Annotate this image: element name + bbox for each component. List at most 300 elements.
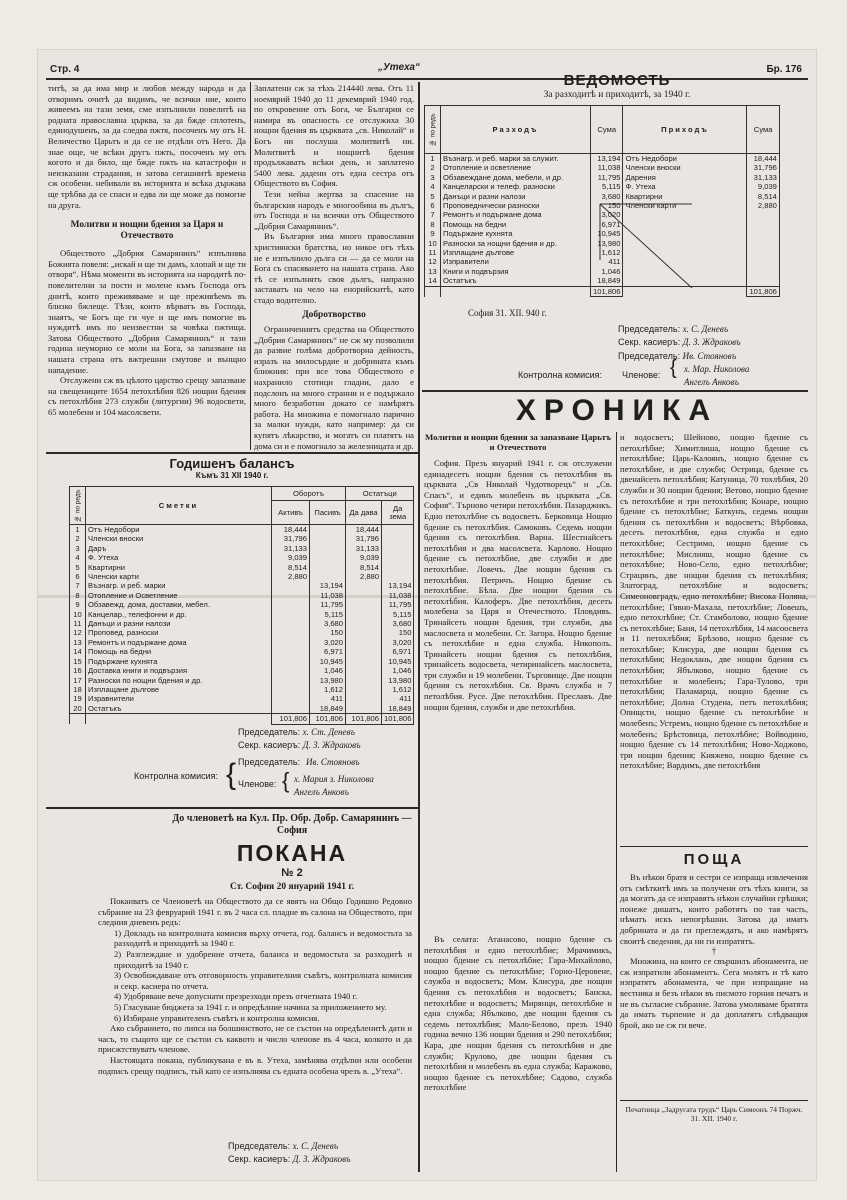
vedomost-signatures xyxy=(618,323,741,349)
invite-intro: Поканватъ се Членоветѣ на Обществото да се явятъ на Общо Годишно Редовно събрание на 23 февруарий 1941 г. въ 2 часа сл. пладне въ салона на Обществото, при следния дневенъ редъ: xyxy=(98,896,412,928)
sig-name: х. С. Деневъ xyxy=(292,1141,339,1151)
row-amount: 3,020 xyxy=(591,210,623,219)
newspaper-page xyxy=(38,50,816,1180)
col2-paragraph: Въ България има много православни християнски братства, но никое отъ тѣхъ не е изпълнило дълга си — да се моли на Бога съ спасяването на нашата страна. Ако тѣ се изпълнятъ своя дългъ, напразно заставатъ на чело на енорийскитѣ, като стадо водително. xyxy=(254,231,414,305)
row-number: 15 xyxy=(70,657,86,666)
invite-date: Ст. София 20 януарий 1941 г. xyxy=(229,882,355,892)
row-give xyxy=(346,666,382,675)
row-label: Възнагр. и реб. марки за служит. xyxy=(441,154,591,164)
empty-cell xyxy=(747,220,779,229)
row-number: 14 xyxy=(425,276,441,286)
section-rule xyxy=(46,452,418,454)
vedomost-row xyxy=(425,173,780,182)
income-amount: 31,133 xyxy=(747,173,779,182)
row-liability xyxy=(310,572,346,581)
row-take: 11,795 xyxy=(382,600,414,609)
sig-name: Ив. Стояновъ xyxy=(306,757,360,767)
row-liability xyxy=(310,553,346,562)
row-liability: 150 xyxy=(310,628,346,637)
chronicle-villages: Въ селата: Атанасово, нощно бдение съ петохлѣбия и едно петохлѣбие; Мрачимикъ, нощно бдение съ петохлѣбие; Гара-Михайлово, нощно бдение съ петохлѣбие; Горно-Церовене, служба и водосветъ; Мом. Клисура, две нощни бдения съ петохлѣбия и водосветъ; Банска, петохлѣбие и водосветъ; Мирянци, петохлѣбие и една служба; Ябълково, две нощни бдения съ седемь петохлѣбия; Мало-Белово, презъ 1940 година вечно 136 нощни бдения и 290 петохлѣбия; Кара, две нощни бдения съ петохлѣбия и две служби; Крулово, две нощни бдения съ петохлѣбия и молебенъ въ една служба; Каражово, нощно бдение съ петохлѣбие; Садово, служба петохлѣбие xyxy=(424,934,612,1093)
row-label: Изравнители xyxy=(86,694,272,703)
income-amount: 31,796 xyxy=(747,163,779,172)
row-liability: 11,038 xyxy=(310,591,346,600)
row-liability: 10,945 xyxy=(310,657,346,666)
income-amount: 2,880 xyxy=(747,201,779,210)
balance-col-give: Да дава xyxy=(346,501,382,525)
sig-label: Председатель: xyxy=(238,727,301,737)
agenda-item: 4) Удобряване вече допуснати презрезходи презъ отчетната 1940 г. xyxy=(114,991,358,1002)
balance-total: 101,806 xyxy=(382,714,414,724)
column-divider xyxy=(250,82,251,450)
dagger-icon: † xyxy=(711,946,717,957)
row-number: 6 xyxy=(70,572,86,581)
mail-title: ПОЩА xyxy=(683,851,745,868)
row-amount: 10,945 xyxy=(591,229,623,238)
vedomost-row xyxy=(425,154,780,164)
row-number: 7 xyxy=(70,581,86,590)
row-give xyxy=(346,628,382,637)
income-label: Отъ Недобори xyxy=(623,154,747,164)
row-asset xyxy=(272,600,310,609)
sig-name: х. Ст. Деневъ xyxy=(302,727,355,737)
row-asset xyxy=(272,591,310,600)
row-asset xyxy=(272,619,310,628)
sig-label: Председатель: xyxy=(618,324,681,334)
row-number: 11 xyxy=(70,619,86,628)
balance-row xyxy=(70,628,414,637)
row-label: Членски карти xyxy=(86,572,272,581)
balance-col-liab: Пасивъ xyxy=(310,501,346,525)
col1-paragraph: титѣ, за да има мир и любов между народа и да отворимъ очитѣ да видимъ, че всички ние, които живеемъ на тази земя, сме изпълнили повелитѣ на родната православна църква, за да бжде сплотенъ, единодушенъ, за да следва пжтя, посоченъ му отъ Н. Величество Царьтъ и да се не отдѣли отъ Него. Да знае още, че всѣки другъ пжть, посоченъ му отъ когото и да било, ще бжде пжть на катастрофи и неизказани страдания, и затова сегашнитѣ времена сж особени. небивали въ историята и всѣка държава ще трѣбва да се спаси и едва ли ще може да помогне на друга. xyxy=(48,83,246,210)
agenda-item: 5) Гласуване бюджета за 1941 г. и опредѣлние начина за приложението му. xyxy=(114,1001,387,1012)
balance-row xyxy=(70,676,414,685)
row-take xyxy=(382,525,414,535)
row-asset: 31,133 xyxy=(272,544,310,553)
row-label: Подържане кухнята xyxy=(441,229,591,238)
row-number: 5 xyxy=(425,192,441,201)
row-take: 1,046 xyxy=(382,666,414,675)
row-asset xyxy=(272,657,310,666)
row-number: 20 xyxy=(70,704,86,714)
row-number: 2 xyxy=(425,163,441,172)
sig-name: х. Мария з. Николова xyxy=(294,774,374,784)
row-label: Данъци и разни налози xyxy=(86,619,272,628)
row-take: 6,971 xyxy=(382,647,414,656)
vedomost-col-sum: Сума xyxy=(591,106,623,154)
invite-paragraph: Ако събранието, по липса на болшинството, не се състои на опредѣленитѣ дати и часъ, то същото ще се състои съ каквото и число членове въ 4 часа, колкото и да присжтствуватъ членове. xyxy=(98,1023,412,1055)
balance-col-rest: Остатъци xyxy=(346,487,414,501)
row-label: Възнагр. и реб. марки xyxy=(86,581,272,590)
sig-label: Контролна комисия: xyxy=(518,370,603,380)
row-number: 1 xyxy=(425,154,441,164)
empty-cell xyxy=(747,276,779,286)
row-give xyxy=(346,600,382,609)
col1-paragraph: Отслужени сж въ цѣлото царство срещу запазване на свещениците 1654 петохлѣбия 826 нощни бдения съ петохлѣбия 273 служби (литургии) 96 водосвети, 65 молебени и 104 масолсвети. xyxy=(48,375,246,418)
income-label: Квартирни xyxy=(623,192,747,201)
row-amount: 6,971 xyxy=(591,220,623,229)
row-number: 13 xyxy=(425,267,441,276)
row-take: 411 xyxy=(382,694,414,703)
row-label: Изплащане дългове xyxy=(441,248,591,257)
row-take: 13,980 xyxy=(382,676,414,685)
row-take: 10,945 xyxy=(382,657,414,666)
chronicle-title: ХРОНИКА xyxy=(515,394,719,427)
balance-col-turnover: Оборотъ xyxy=(272,487,346,501)
row-label: Книги и подвързия xyxy=(441,267,591,276)
row-give xyxy=(346,619,382,628)
row-number: 8 xyxy=(70,591,86,600)
row-amount: 1,612 xyxy=(591,248,623,257)
row-liability: 3,020 xyxy=(310,638,346,647)
chronicle-text: София. Презъ януарий 1941 г. сж отслужени единадесетъ нощни бдения съ петохлѣбия въ църквата „Св Николай Чудотворецъ“ и „Св. Спасъ“, и единъ молебенъ въ църквата „Св. София“. Търново четири петохлѣбия. Пазарджикъ. Едно петохлѣбие съ водосветъ. Берковица Нощно бдение съ петохлѣбия. Самоковъ. Седемь нощни бдения съ петохлѣбия. Варна. Шестнайсетъ петохлѣбия и два масолсвета. Карлово. Нощно бдение съ петохлѣбие, две служби и две петохлѣбие. Ловечъ. Две нощни бдения съ петохлѣбия. Петричъ. Нощно бдение съ петохлѣбие. Бѣла. Две нощни бдения съ петохлѣбия. Калоферъ. Две петохлѣбия, десеть молебена за Царя и Отечеството. Пловдивъ. Тринайсеть нощни бдения, три служби, два маслосвета и молебени. Ст. Загора. Нощно бдение съ петохлѣбие и една служба. Никополъ. Тринайсеть нощни бдения съ петохлѣбия, тринайсеть водосвета, четиринайсеть маслосвета, три служби и 19 молебени. Търговище. Две нощни бдения съ петохлѣбия. Св. Врачъ служба и 7 петолѣбия. Русе. Две петохлѣбия. Преславъ. Две нощни бдения, служби и две петохлѣбия. xyxy=(424,458,612,712)
row-take: 11,038 xyxy=(382,591,414,600)
row-give xyxy=(346,591,382,600)
issue-number: Бр. 176 xyxy=(766,64,802,75)
balance-row xyxy=(70,657,414,666)
row-asset xyxy=(272,610,310,619)
chronicle-right-column xyxy=(620,432,808,1123)
row-label: Ф. Утеха xyxy=(86,553,272,562)
balance-row xyxy=(70,553,414,562)
row-take: 150 xyxy=(382,628,414,637)
agenda-item: 2) Разглеждане и удобрение отчета, баланса и ведомостьта за разходитѣ и приходитѣ за 1940 г. xyxy=(114,948,412,970)
row-label: Ремонтъ и подържане дома xyxy=(441,210,591,219)
sig-label: Секр. касиеръ: xyxy=(238,740,301,750)
income-label: Дарения xyxy=(623,173,747,182)
section-rule xyxy=(620,1100,808,1101)
column-2 xyxy=(254,83,414,451)
empty-cell xyxy=(747,239,779,248)
balance-row xyxy=(70,647,414,656)
row-number: 10 xyxy=(425,239,441,248)
row-label: Данъци и разни налози xyxy=(441,192,591,201)
row-asset: 8,514 xyxy=(272,563,310,572)
row-label: Ремонтъ и подържане дома xyxy=(86,638,272,647)
row-liability xyxy=(310,525,346,535)
invite-title: ПОКАНА xyxy=(236,840,348,866)
row-number: 13 xyxy=(70,638,86,647)
vedomost-col-expense: Разходъ xyxy=(441,106,591,154)
row-give xyxy=(346,647,382,656)
chronicle-subheading: Молитви и нощни бдения за запазване Царьтъ и Отечеството xyxy=(424,432,612,452)
row-label: Проповеднически разноски xyxy=(441,201,591,210)
row-amount: 13,980 xyxy=(591,239,623,248)
row-take xyxy=(382,544,414,553)
row-give xyxy=(346,638,382,647)
row-label: Квартирни xyxy=(86,563,272,572)
row-give xyxy=(346,581,382,590)
vedomost-subtitle: За разходитѣ и приходитѣ, за 1940 г. xyxy=(543,90,691,100)
column-divider xyxy=(616,432,617,1172)
sig-name: Ангелъ Анковъ xyxy=(294,787,349,797)
vedomost-total: 101,806 xyxy=(747,286,779,296)
sig-name: х. Мар. Николова xyxy=(684,364,750,374)
row-asset: 31,796 xyxy=(272,534,310,543)
row-liability: 13,980 xyxy=(310,676,346,685)
row-asset xyxy=(272,666,310,675)
sig-label: Членове: xyxy=(238,779,277,789)
row-number: 9 xyxy=(425,229,441,238)
empty-cell xyxy=(747,257,779,266)
vedomost-row xyxy=(425,163,780,172)
row-take xyxy=(382,563,414,572)
invite-number: № 2 xyxy=(281,867,303,879)
brace-icon: { xyxy=(670,357,677,379)
balance-row xyxy=(70,666,414,675)
row-label: Членски вноски xyxy=(86,534,272,543)
balance-col-take: Да зема xyxy=(382,501,414,525)
row-amount: 13,194 xyxy=(591,154,623,164)
row-give: 31,133 xyxy=(346,544,382,553)
row-liability xyxy=(310,563,346,572)
income-label: Членски вноски xyxy=(623,163,747,172)
row-give: 8,514 xyxy=(346,563,382,572)
row-asset xyxy=(272,628,310,637)
balance-row xyxy=(70,600,414,609)
row-label: Подържане кухнята xyxy=(86,657,272,666)
row-give xyxy=(346,610,382,619)
sig-label: Секр. касиеръ: xyxy=(228,1154,291,1164)
charity-heading: Добротворство xyxy=(302,310,366,321)
agenda-item: 3) Освобождаване отъ отговорность управителния съвѣтъ, контролната комисия и секр. касиера по отчета. xyxy=(114,970,412,991)
row-give: 9,039 xyxy=(346,553,382,562)
row-give xyxy=(346,657,382,666)
balance-total: 101,806 xyxy=(272,714,310,724)
row-asset: 18,444 xyxy=(272,525,310,535)
empty-cell xyxy=(747,248,779,257)
row-liability xyxy=(310,544,346,553)
row-number: 1 xyxy=(70,525,86,535)
sig-label: Секр. касиеръ: xyxy=(618,337,681,347)
row-label: Отопление и Осветление xyxy=(86,591,272,600)
paper-title: „Утеха“ xyxy=(378,62,420,73)
col1-paragraph: Обществото „Добрия Самарянинъ“ изпълнява Божията повеля: „искай и ще ти дамъ, хлопай и ще ти отворя“. Нѣма моменти въ историята на народитѣ по-повелителни за пости и молене къмъ Господа отъ днитѣ, които преживяваме и ще преживѣемъ въ близко бжлеще. Тѣзи, които вѣрватъ въ Господа, знаятъ, че Богъ ще ги чуе и ще имъ помогне въ нуждитѣ имъ по неизвестни за човѣка пжтища. Затова Обществото „Добрия Самарянинъ“ и тази година неуморно се моли на Бога, за запазване на нашата страна отъ вжтрешни смутове и вънщно нападение. xyxy=(48,248,246,375)
row-liability: 1,612 xyxy=(310,685,346,694)
row-amount: 5,115 xyxy=(591,182,623,191)
row-liability: 5,115 xyxy=(310,610,346,619)
row-amount: 1,046 xyxy=(591,267,623,276)
row-asset xyxy=(272,581,310,590)
sig-name: х. С. Деневъ xyxy=(682,324,729,334)
sig-label: Председатель: xyxy=(238,757,301,767)
row-label: Остатъкъ xyxy=(86,704,272,714)
balance-row xyxy=(70,563,414,572)
row-number: 11 xyxy=(425,248,441,257)
row-asset: 2,880 xyxy=(272,572,310,581)
row-take xyxy=(382,572,414,581)
row-label: Изплащане дългове xyxy=(86,685,272,694)
row-asset xyxy=(272,676,310,685)
col2-paragraph: Тези нейна жертва за спасение на българския народъ е многообина въ дългъ, отъ Господа и на всички отъ Обществото „Добрия Самарянинъ“. xyxy=(254,188,414,231)
row-label: Обзавеждане дома, мебели, и др. xyxy=(441,173,591,182)
row-amount: 411 xyxy=(591,257,623,266)
vedomost-total: 101,806 xyxy=(591,286,623,296)
row-amount: 18,849 xyxy=(591,276,623,286)
agenda-item: 6) Избиране управителенъ съвѣтъ и контролна комисия. xyxy=(114,1012,320,1023)
row-number: 4 xyxy=(70,553,86,562)
chronicle-left-column xyxy=(424,432,612,1180)
row-amount: 11,038 xyxy=(591,163,623,172)
row-liability xyxy=(310,534,346,543)
chronicle-right-text: и водосветъ; Шейново, нощно бдение съ петохлѣбие; Химитлиша, нощно бдение съ петохлѣбие; Царь-Калоянъ, нощно бдение съ петохлѣбие, и две служби; Острица, бдение съ двенайсеть петохлѣбия; Катуница, 70 тохлѣбия, 20 служби и 30 нощни бдения; Ветово, нощно бдение съ петохлѣбие и три петохлѣбия; Конаре, нощно бдение съ петохлѣбие; Баткунъ, седемь нощни бдения съ петохлѣбия и водосветъ; Вѣрбовка, десеть петохлѣбия, една служба и едно петохлѣбие; Сестримо, нощно бдение съ петохлѣбие; Мислияш, нощно бдение съ петохлѣбие; Ново-Село, едно петохлѣбие; Страцинъ, две нощни бдения съ петохлѣбия; Златоград, петохлѣбие и водосветъ; Симеоновградъ, едно петохлѣбие; Висока Поляна, петохлѣбие; Гявно-Махала, петохлѣбие; Ловешъ, едно петохлѣбие; Ст. Стамболово, нощно бдение съ петохлѣбие; Баня, 14 петохлѣбия, 14 масоосвета и 11 петохлѣбия; Брѣзово, нощно бдение съ петохлѣбие; Клисура, две нощни бдения съ петохлѣбия; Недоклань, две нощни бдения съ петохлѣбия; Ябълково, нощно бдение съ петохлѣбие и молебенъ; Гара-Тулово, три петохлѣбия; Паламарца, нощно бдение съ петохлѣбие; Долна Студена, петъ петохлѣбия; Опищсти, нощно бдение съ петохлѣбие и молебенъ; Устремъ, нощно бдение съ петохлѣбие и молебенъ; Брѣстовица, петохлѣбие; Войводино, нощно бдение съ 14 петохлѣбия; Ново-Ходжово, три нощни бдения; Княжево, нощно бдение съ петохлѣбие; Вардимъ, две петохлѣбия xyxy=(620,432,808,771)
mail-paragraph: Въ нѣкои братя и сестри се изпраща извлечения отъ смѣткитѣ имъ за получени отъ тѣхъ книги, за да могатъ да се изправятъ нѣкои случайни грѣшки; понеже дишатъ, които работятъ по тая часть, нѣматъ искъ непогрѣшни. Затова да иматъ добрината и да ги преглеждатъ, и ако намѣрятъ своитѣ сведения, да ни ги изпратятъ. xyxy=(620,872,808,946)
balance-col-accounts: Сметки xyxy=(86,487,272,525)
vedomost-filler-lines xyxy=(598,200,694,292)
row-give xyxy=(346,676,382,685)
balance-row xyxy=(70,534,414,543)
balance-row xyxy=(70,525,414,535)
balance-row xyxy=(70,591,414,600)
vedomost-col-income: Приходъ xyxy=(623,106,747,154)
vedomost-col-sum2: Сума xyxy=(747,106,779,154)
row-number: 7 xyxy=(425,210,441,219)
column-divider xyxy=(418,82,420,1172)
row-liability: 411 xyxy=(310,694,346,703)
sig-name: Д. З. Ждраковъ xyxy=(292,1154,351,1164)
row-take: 5,115 xyxy=(382,610,414,619)
row-label: Обзавежд. дома, доставки, мебел. xyxy=(86,600,272,609)
sig-label: Членове: xyxy=(622,370,661,380)
income-amount: 18,444 xyxy=(747,154,779,164)
mail-paragraph: Множина, на които се свършилъ абонамента, не сж изпратили абонаментъ. Сега молятъ и тѣ като изпратятъ абонамента, че при изпращане на вестника и безъ нѣкои въ писмото горния печатъ и не въ съгласие събрание. Затова умоляваме братята да иматъ търпение и да доплатятъ слѣдващия брой, ако не сж ги вече. xyxy=(620,956,808,1030)
row-number: 2 xyxy=(70,534,86,543)
section-rule xyxy=(422,390,808,392)
vedomost-row xyxy=(425,182,780,191)
row-liability: 13,194 xyxy=(310,581,346,590)
row-number: 8 xyxy=(425,220,441,229)
balance-subtitle: Къмъ 31 XII 1940 г. xyxy=(195,471,269,480)
vedomost-col-no: № по редъ xyxy=(425,106,441,154)
row-give: 31,796 xyxy=(346,534,382,543)
brace-icon: { xyxy=(282,768,290,793)
row-take xyxy=(382,534,414,543)
balance-table xyxy=(69,486,414,725)
row-take xyxy=(382,553,414,562)
balance-col-no: № по редъ xyxy=(70,487,86,525)
printer-imprint: Печатница „Задругата трудъ“ Царь Симеонъ 74 Поржч. 31. XII. 1940 г. xyxy=(625,1105,803,1124)
row-give xyxy=(346,685,382,694)
balance-total: 101,806 xyxy=(310,714,346,724)
invite-signatures xyxy=(228,1140,351,1166)
row-number: 17 xyxy=(70,676,86,685)
page-number: Стр. 4 xyxy=(50,64,80,75)
balance-row xyxy=(70,704,414,714)
row-number: 10 xyxy=(70,610,86,619)
income-label: Членски карти xyxy=(623,201,747,210)
balance-row xyxy=(70,685,414,694)
row-label: Канцелар., телефонни и др. xyxy=(86,610,272,619)
balance-row xyxy=(70,694,414,703)
sig-name: Д. З. Ждраковъ xyxy=(302,740,361,750)
row-liability: 11,795 xyxy=(310,600,346,609)
row-asset: 9,039 xyxy=(272,553,310,562)
row-give xyxy=(346,704,382,714)
row-asset xyxy=(272,704,310,714)
row-take: 18,849 xyxy=(382,704,414,714)
balance-row xyxy=(70,619,414,628)
balance-row xyxy=(70,610,414,619)
row-number: 14 xyxy=(70,647,86,656)
balance-title: Годишенъ балансъ xyxy=(169,456,295,471)
section-rule xyxy=(46,807,418,809)
column-1 xyxy=(48,83,246,418)
balance-commission xyxy=(134,756,414,804)
row-amount: 11,795 xyxy=(591,173,623,182)
row-number: 3 xyxy=(425,173,441,182)
row-number: 12 xyxy=(425,257,441,266)
row-give xyxy=(346,694,382,703)
row-take: 3,020 xyxy=(382,638,414,647)
row-liability: 6,971 xyxy=(310,647,346,656)
row-give: 2,880 xyxy=(346,572,382,581)
vedomost-title: ВЕДОМОСТЬ xyxy=(563,72,671,89)
balance-row xyxy=(70,581,414,590)
empty-cell xyxy=(747,229,779,238)
row-asset xyxy=(272,647,310,656)
balance-signatures xyxy=(238,726,361,752)
income-amount: 9,039 xyxy=(747,182,779,191)
balance-row xyxy=(70,638,414,647)
row-number: 19 xyxy=(70,694,86,703)
income-amount: 8,514 xyxy=(747,192,779,201)
row-number: 18 xyxy=(70,685,86,694)
income-label: Ф. Утеха xyxy=(623,182,747,191)
row-amount: 3,680 xyxy=(591,192,623,201)
row-number: 5 xyxy=(70,563,86,572)
invite-body xyxy=(98,896,412,1076)
balance-row xyxy=(70,572,414,581)
row-take: 1,612 xyxy=(382,685,414,694)
sig-label: Председатель: xyxy=(618,351,681,361)
row-take: 13,194 xyxy=(382,581,414,590)
invite-addressee: До членоветѣ на Кул. Пр. Обр. Добр. Самарянинъ — София xyxy=(172,813,412,836)
row-label: Отъ Недобори xyxy=(86,525,272,535)
row-label: Отопление и осветление xyxy=(441,163,591,172)
row-label: Даръ xyxy=(86,544,272,553)
balance-row xyxy=(70,544,414,553)
row-asset xyxy=(272,685,310,694)
row-label: Доставка книги и подвързия xyxy=(86,666,272,675)
row-amount: 150 xyxy=(591,201,623,210)
sig-label: Контролна комисия: xyxy=(134,771,219,781)
row-number: 9 xyxy=(70,600,86,609)
row-liability: 1,046 xyxy=(310,666,346,675)
row-number: 6 xyxy=(425,201,441,210)
row-label: Канцеларски и телеф. разноски xyxy=(441,182,591,191)
sig-name: Ангелъ Анковъ xyxy=(684,377,739,387)
row-take: 3,680 xyxy=(382,619,414,628)
row-label: Остатъкъ xyxy=(441,276,591,286)
row-label: Разноски за нощни бдения и др. xyxy=(441,239,591,248)
row-liability: 3,680 xyxy=(310,619,346,628)
empty-cell xyxy=(747,210,779,219)
prayers-heading: Молитви и нощни бдения за Царя и Отечеството xyxy=(70,220,224,242)
empty-cell xyxy=(747,267,779,276)
row-label: Проповед. разноски xyxy=(86,628,272,637)
row-label: Помощь на бедни xyxy=(441,220,591,229)
row-label: Разноски по нощни бдения и др. xyxy=(86,676,272,685)
sig-label: Председатель: xyxy=(228,1141,291,1151)
sig-name: Д. З. Ждраковъ xyxy=(682,337,741,347)
invite-paragraph: Настоящата покана, публикувана е въ в. Утеха, замѣнява отдѣлни или особени подписъ срещу подписъ, тъй като се изпълнява съ едната особена чрезъ в. „Утеха“. xyxy=(98,1054,412,1076)
row-label: Помощь на бедни xyxy=(86,647,272,656)
row-number: 16 xyxy=(70,666,86,675)
agenda-item: 1) Докладъ на контролната комисия върху отчета, год. балансъ и ведомостьта за разходитѣ и приходитѣ за 1940 г. xyxy=(114,927,412,949)
row-label: Изправители xyxy=(441,257,591,266)
balance-total: 101,806 xyxy=(346,714,382,724)
row-number: 4 xyxy=(425,182,441,191)
row-give: 18,444 xyxy=(346,525,382,535)
